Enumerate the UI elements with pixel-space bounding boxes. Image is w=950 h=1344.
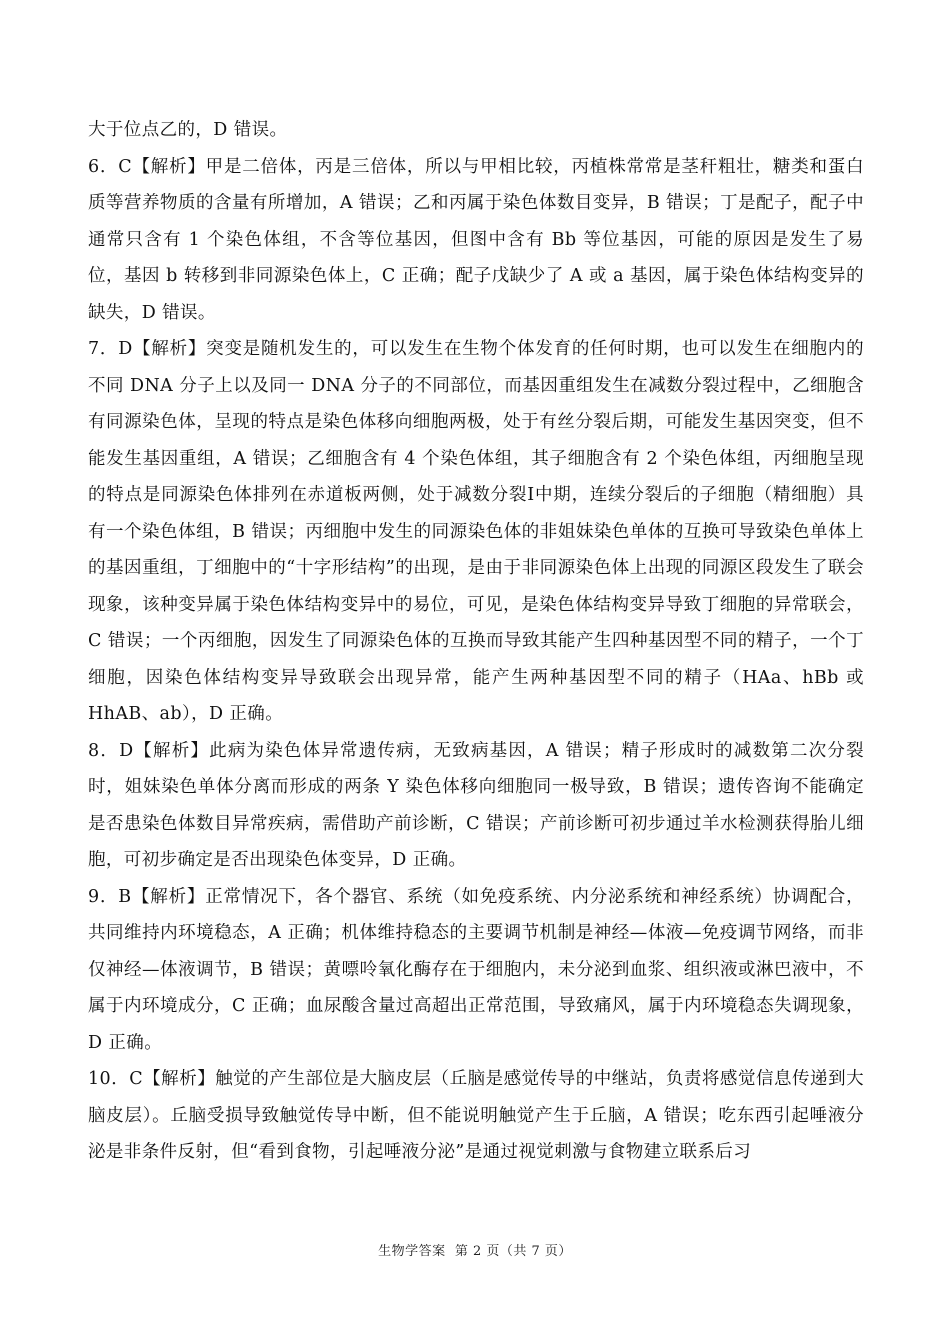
answer-number: 6 — [88, 156, 100, 177]
answer-item-9: 9．B【解析】正常情况下，各个器官、系统（如免疫系统、内分泌系统和神经系统）协调配合，共同维持内环境稳态，A 正确；机体维持稳态的主要调节机制是神经—体液—免疫调节网络，而非仅神经—体液调节，B 错误；黄嘌呤氧化酶存在于细胞内，未分泌到血浆、组织液或淋巴液中，不属于内环境成分，C 正确；血尿酸含量过高超出正常范围，导致痛风，属于内环境稳态失调现象，D 正确。 — [88, 886, 864, 1053]
answer-explanation: 甲是二倍体，丙是三倍体，所以与甲相比较，丙植株常常是茎秆粗壮，糖类和蛋白质等营养物质的含量有所增加，A 错误；乙和丙属于染色体数目变异，B 错误；丁是配子，配子中通常只含有 1 个染色体组，不含等位基因，但图中含有 Bb 等位基因，可能的原因是发生了易位，基因 b 转移到非同源染色体上，C 正确；配子戊缺少了 A 或 a 基因，属于染色体结构变异的缺失，D 错误。 — [88, 156, 864, 323]
answer-number: 7 — [88, 339, 100, 359]
answer-number: 9 — [88, 886, 100, 907]
footer-page-number: 第 2 页（共 7 页） — [454, 1244, 572, 1259]
answer-choice: C — [129, 1069, 144, 1089]
answer-explanation: 此病为染色体异常遗传病，无致病基因，A 错误；精子形成时的减数第二次分裂时，姐妹染色单体分离而形成的两条 Y 染色体移向细胞同一极导致，B 错误；遗传咨询不能确定是否患染色体数目异常疾病，需借助产前诊断，C 错误；产前诊断可初步通过羊水检测获得胎儿细胞，可初步确定是否出现染色体变异，D 正确。 — [88, 740, 864, 870]
page-footer — [0, 1242, 950, 1262]
answer-item-8: 8．D【解析】此病为染色体异常遗传病，无致病基因，A 错误；精子形成时的减数第二次分裂时，姐妹染色单体分离而形成的两条 Y 染色体移向细胞同一极导致，B 错误；遗传咨询不能确定是否患染色体数目异常疾病，需借助产前诊断，C 错误；产前诊断可初步通过羊水检测获得胎儿细胞，可初步确定是否出现染色体变异，D 正确。 — [88, 740, 864, 870]
analysis-tag: 【解析】 — [143, 1069, 216, 1089]
answer-document — [88, 112, 864, 1171]
answer-item-6: 6．C【解析】甲是二倍体，丙是三倍体，所以与甲相比较，丙植株常常是茎秆粗壮，糖类和蛋白质等营养物质的含量有所增加，A 错误；乙和丙属于染色体数目变异，B 错误；丁是配子，配子中通常只含有 1 个染色体组，不含等位基因，但图中含有 Bb 等位基因，可能的原因是发生了易位，基因 b 转移到非同源染色体上，C 正确；配子戊缺少了 A 或 a 基因，属于染色体结构变异的缺失，D 错误。 — [88, 156, 864, 323]
answer-explanation: 正常情况下，各个器官、系统（如免疫系统、内分泌系统和神经系统）协调配合，共同维持内环境稳态，A 正确；机体维持稳态的主要调节机制是神经—体液—免疫调节网络，而非仅神经—体液调节，B 错误；黄嘌呤氧化酶存在于细胞内，未分泌到血浆、组织液或淋巴液中，不属于内环境成分，C 正确；血尿酸含量过高超出正常范围，导致痛风，属于内环境稳态失调现象，D 正确。 — [88, 886, 864, 1053]
analysis-tag: 【解析】 — [133, 740, 210, 761]
analysis-tag: 【解析】 — [132, 156, 206, 177]
answer-choice: C — [118, 156, 133, 177]
analysis-tag: 【解析】 — [132, 339, 207, 359]
answer-number: 8 — [88, 740, 100, 761]
answer-number: 10 — [88, 1069, 112, 1089]
continuation-text: 大于位点乙的，D 错误。 — [88, 120, 288, 140]
answer-choice: D — [118, 339, 133, 359]
answer-explanation: 触觉的产生部位是大脑皮层（丘脑是感觉传导的中继站，负责将感觉信息传递到大脑皮层）。丘脑受损导致触觉传导中断，但不能说明触觉产生于丘脑，A 错误；吃东西引起唾液分泌是非条件反射，但“看到食物，引起唾液分泌”是通过视觉刺激与食物建立联系后习 — [88, 1069, 864, 1162]
answer-explanation: 突变是随机发生的，可以发生在生物个体发育的任何时期，也可以发生在细胞内的不同 DNA 分子上以及同一 DNA 分子的不同部位，而基因重组发生在减数分裂过程中，乙细胞含有同源染色体，呈现的特点是染色体移向细胞两极，处于有丝分裂后期，可能发生基因突变，但不能发生基因重组，A 错误；乙细胞含有 4 个染色体组，其子细胞含有 2 个染色体组，丙细胞呈现的特点是同源染色体排列在赤道板两侧，处于减数分裂Ⅰ中期，连续分裂后的子细胞（精细胞）具有一个染色体组，B 错误；丙细胞中发生的同源染色体的非姐妹染色单体的互换可导致染色单体上的基因重组，丁细胞中的“十字形结构”的出现，是由于非同源染色体上出现的同源区段发生了联会现象，该种变异属于染色体结构变异中的易位，可见，是染色体结构变异导致丁细胞的异常联会，C 错误；一个丙细胞，因发生了同源染色体的互换而导致其能产生四种基因型不同的精子，一个丁细胞，因染色体结构变异导致联会出现异常，能产生两种基因型不同的精子（HAa、hBb 或 HhAB、ab），D 正确。 — [88, 339, 864, 724]
answer-item-7: 7．D【解析】突变是随机发生的，可以发生在生物个体发育的任何时期，也可以发生在细胞内的不同 DNA 分子上以及同一 DNA 分子的不同部位，而基因重组发生在减数分裂过程中，乙细胞含有同源染色体，呈现的特点是染色体移向细胞两极，处于有丝分裂后期，可能发生基因突变，但不能发生基因重组，A 错误；乙细胞含有 4 个染色体组，其子细胞含有 2 个染色体组，丙细胞呈现的特点是同源染色体排列在赤道板两侧，处于减数分裂Ⅰ中期，连续分裂后的子细胞（精细胞）具有一个染色体组，B 错误；丙细胞中发生的同源染色体的非姐妹染色单体的互换可导致染色单体上的基因重组，丁细胞中的“十字形结构”的出现，是由于非同源染色体上出现的同源区段发生了联会现象，该种变异属于染色体结构变异中的易位，可见，是染色体结构变异导致丁细胞的异常联会，C 错误；一个丙细胞，因发生了同源染色体的互换而导致其能产生四种基因型不同的精子，一个丁细胞，因染色体结构变异导致联会出现异常，能产生两种基因型不同的精子（HAa、hBb 或 HhAB、ab），D 正确。 — [88, 339, 864, 724]
footer-subject: 生物学答案 — [378, 1244, 446, 1259]
answer-item-10: 10．C【解析】触觉的产生部位是大脑皮层（丘脑是感觉传导的中继站，负责将感觉信息传递到大脑皮层）。丘脑受损导致触觉传导中断，但不能说明触觉产生于丘脑，A 错误；吃东西引起唾液分泌是非条件反射，但“看到食物，引起唾液分泌”是通过视觉刺激与食物建立联系后习 — [88, 1069, 864, 1162]
answer-choice: D — [119, 740, 134, 761]
answer-choice: B — [118, 886, 132, 907]
analysis-tag: 【解析】 — [131, 886, 206, 907]
